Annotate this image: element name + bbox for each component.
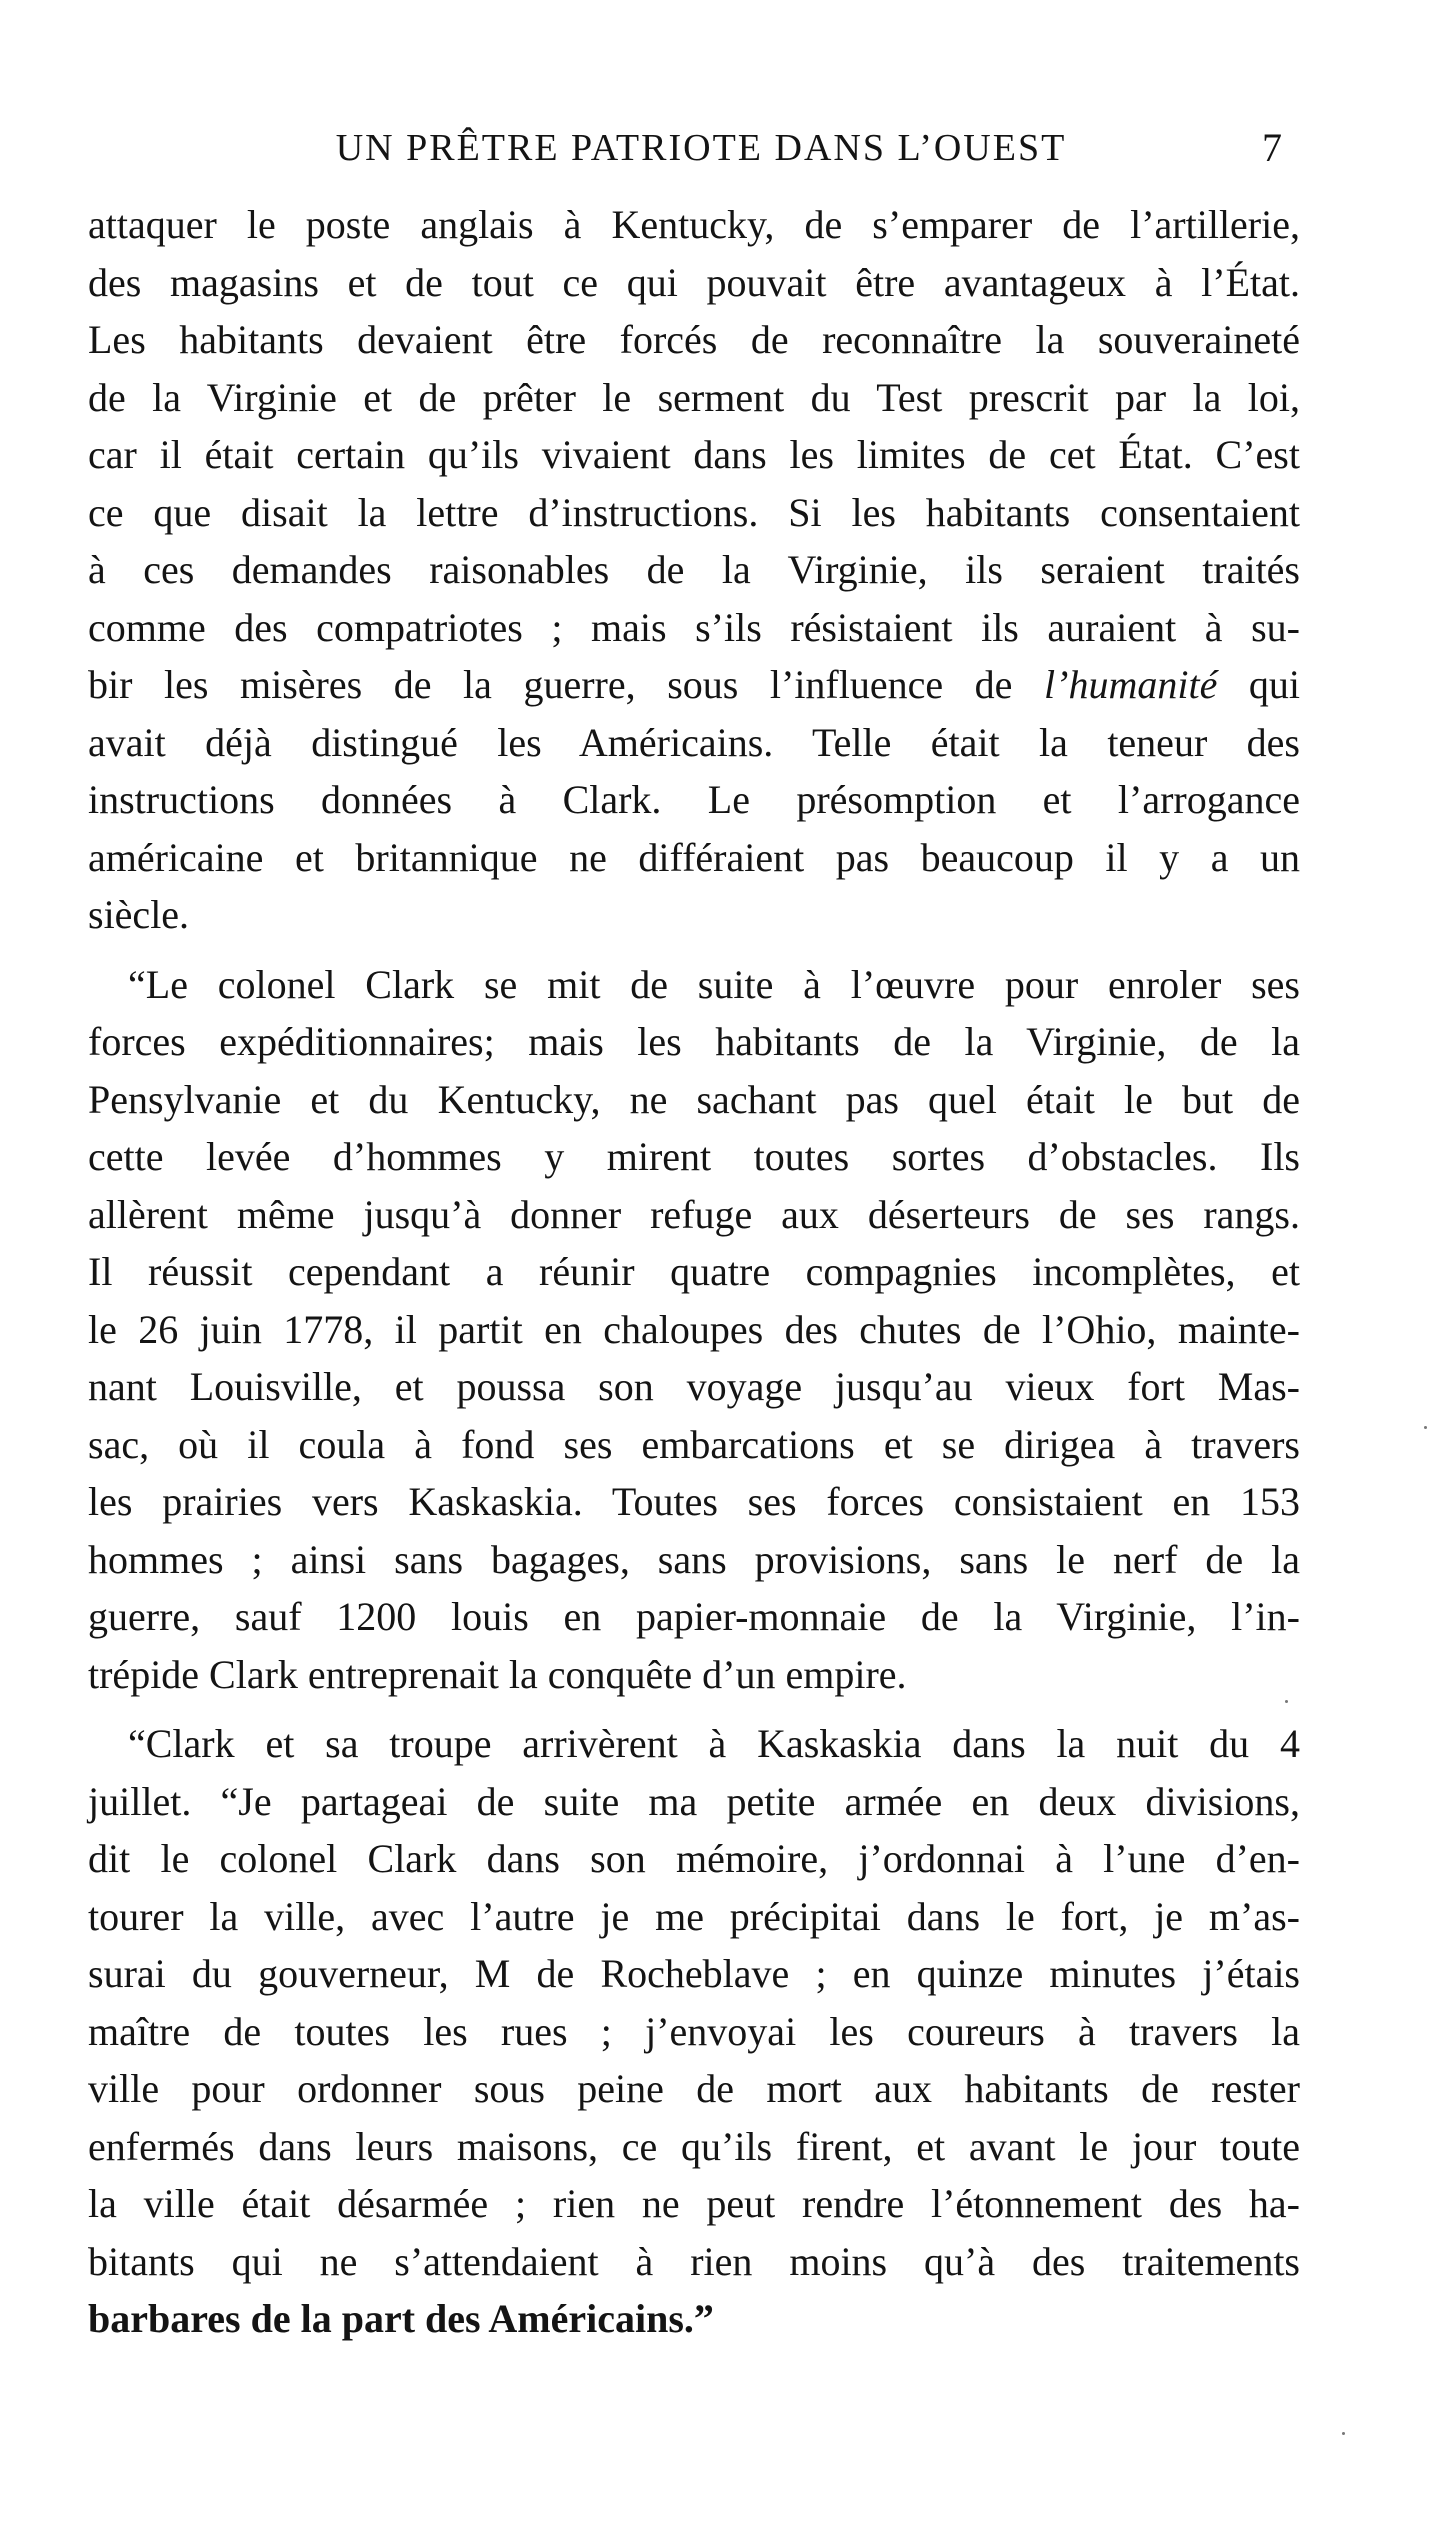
text-line: de la Virginie et de prêter le serment du Test prescrit par la loi, (88, 374, 1300, 420)
text-line: surai du gouverneur, M de Rocheblave ; en quinze minutes j’étais (88, 1951, 1300, 1996)
text-line: instructions données à Clark. Le présomption et l’arrogance (88, 777, 1300, 822)
text-line: bir les misères de la guerre, sous l’influence de l’humanité qui (88, 662, 1301, 707)
scan-speck (1424, 1426, 1427, 1429)
text-line: enfermés dans leurs maisons, ce qu’ils firent, et avant le jour toute (88, 2123, 1300, 2169)
text-line: nant Louisville, et poussa son voyage jusqu’au vieux fort Mas- (88, 1364, 1300, 1409)
text-line: Les habitants devaient être forcés de reconnaître la souveraineté (88, 317, 1300, 362)
italic-word: l’humanité (1044, 662, 1218, 707)
text-line: les prairies vers Kaskaskia. Toutes ses forces consistaient en 153 (88, 1479, 1300, 1524)
text-line: dit le colonel Clark dans son mémoire, j’ordonnai à l’une d’en- (88, 1836, 1300, 1881)
text-line: juillet. “Je partageai de suite ma petite armée en deux divisions, (88, 1778, 1300, 1824)
text-line: à ces demandes raisonables de la Virginie, ils seraient traités (88, 547, 1300, 592)
text-line: maître de toutes les rues ; j’envoyai les coureurs à travers la (88, 2008, 1300, 2054)
text-line: Pensylvanie et du Kentucky, ne sachant pas quel était le but de (88, 1076, 1300, 1122)
text-line: américaine et britannique ne différaient pas beaucoup il y a un (88, 834, 1300, 880)
text-line: comme des compatriotes ; mais s’ils résistaient ils auraient à su- (88, 604, 1300, 650)
text-line: “Le colonel Clark se mit de suite à l’œuvre pour enroler ses (128, 961, 1300, 1007)
text-line: siècle. (88, 892, 190, 937)
text-line: ce que disait la lettre d’instructions. Si les habitants consentaient (88, 489, 1300, 535)
text-line: car il était certain qu’ils vivaient dans les limites de cet État. C’est (88, 432, 1300, 477)
text-line: guerre, sauf 1200 louis en papier-monnaie de la Virginie, l’in- (88, 1594, 1300, 1639)
text-line: avait déjà distingué les Américains. Telle était la teneur des (88, 719, 1300, 765)
text-line: sac, où il coula à fond ses embarcations et se dirigea à travers (88, 1421, 1300, 1467)
text-line: des magasins et de tout ce qui pouvait être avantageux à l’État. (88, 259, 1300, 305)
page-number: 7 (1262, 125, 1282, 170)
running-title: UN PRÊTRE PATRIOTE DANS L’OUEST (335, 127, 1067, 169)
text-line: cette levée d’hommes y mirent toutes sortes d’obstacles. Ils (88, 1134, 1300, 1179)
text-line: attaquer le poste anglais à Kentucky, de s’emparer de l’artillerie, (88, 202, 1300, 247)
text-line: la ville était désarmée ; rien ne peut rendre l’étonnement des ha- (88, 2181, 1300, 2226)
text-line: hommes ; ainsi sans bagages, sans provisions, sans le nerf de la (88, 1536, 1300, 1582)
text-line: trépide Clark entreprenait la conquête d’un empire. (88, 1651, 907, 1697)
text-line: forces expéditionnaires; mais les habitants de la Virginie, de la (88, 1019, 1300, 1064)
text-line: le 26 juin 1778, il partit en chaloupes des chutes de l’Ohio, mainte- (88, 1306, 1300, 1352)
body-text (88, 196, 1300, 2348)
text-line: bitants qui ne s’attendaient à rien moins qu’à des traitements (88, 2238, 1300, 2284)
text-line: tourer la ville, avec l’autre je me précipitai dans le fort, je m’as- (88, 1893, 1300, 1939)
text-line: barbares de la part des Américains.” (88, 2296, 714, 2341)
scan-speck (1342, 2432, 1345, 2435)
text-line: ville pour ordonner sous peine de mort aux habitants de rester (88, 2066, 1300, 2111)
scan-speck (1285, 1700, 1288, 1703)
text-line: Il réussit cependant a réunir quatre compagnies incomplètes, et (88, 1249, 1300, 1294)
text-line: “Clark et sa troupe arrivèrent à Kaskaskia dans la nuit du 4 (128, 1721, 1300, 1766)
text-line: allèrent même jusqu’à donner refuge aux déserteurs de ses rangs. (88, 1191, 1300, 1237)
